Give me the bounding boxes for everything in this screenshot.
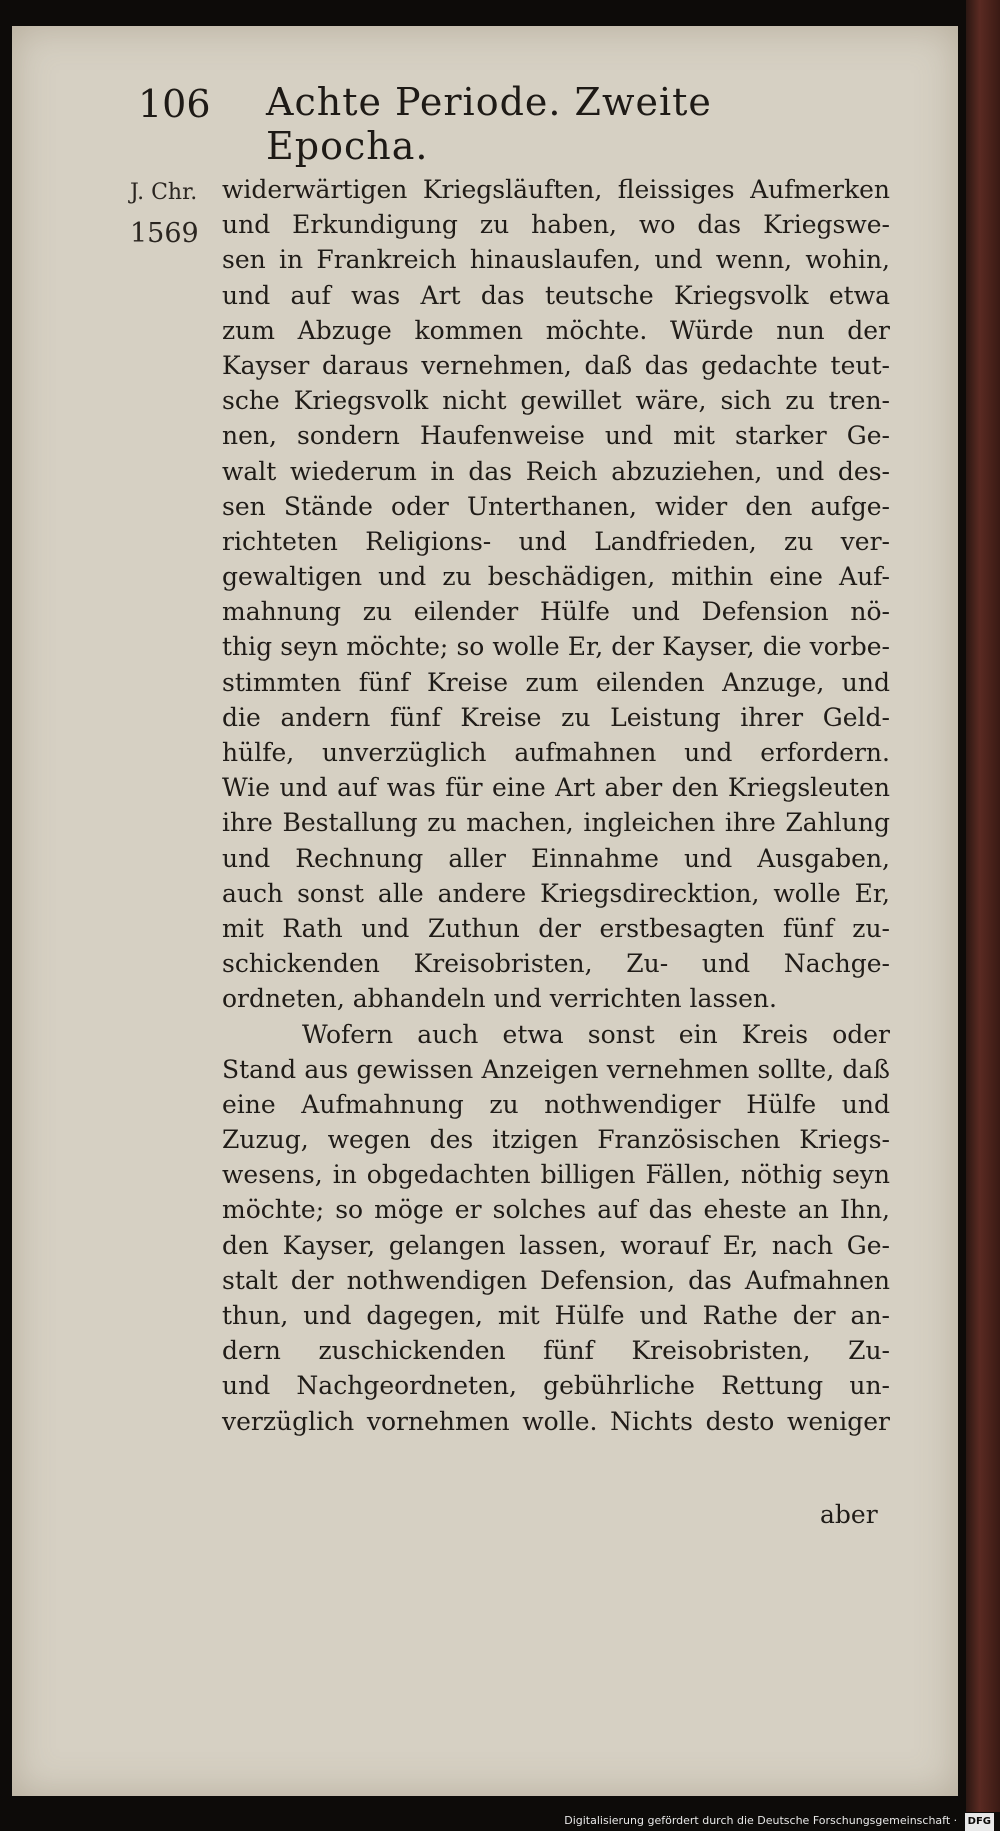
text-line: verzüglich vornehmen wolle. Nichts desto weniger (222, 1406, 890, 1436)
dfg-logo: DFG (965, 1813, 994, 1831)
text-line: die andern fünf Kreise zu Leistung ihrer Geld- (222, 702, 890, 732)
text-line: wesens, in obgedachten billigen Fällen, nöthig seyn (222, 1160, 890, 1190)
text-line: zum Abzuge kommen möchte. Würde nun der (222, 315, 890, 345)
funding-footer (564, 1812, 994, 1830)
text-line: hülfe, unverzüglich aufmahnen und erfordern. (222, 738, 890, 767)
page-header (138, 72, 788, 168)
text-line: mit Rath und Zuthun der erstbesagten fünf zu- (222, 913, 890, 943)
text-line: dern zuschickenden fünf Kreisobristen, Zu- (222, 1336, 890, 1366)
margin-note-era: J. Chr. (130, 180, 198, 205)
funding-text: Digitalisierung gefördert durch die Deutsche Forschungsgemeinschaft · (564, 1814, 958, 1827)
book-spine-edge (966, 0, 1000, 1815)
text-line: ihre Bestallung zu machen, ingleichen ihre Zahlung (222, 808, 890, 838)
text-line: Stand aus gewissen Anzeigen vernehmen sollte, daß (222, 1054, 890, 1084)
text-line: gewaltigen und zu beschädigen, mithin eine Auf- (222, 562, 890, 592)
text-line: stimmten fünf Kreise zum eilenden Anzuge, und (222, 667, 890, 697)
text-line: und Rechnung aller Einnahme und Ausgaben, (222, 843, 890, 873)
text-line: und Nachgeordneten, gebührliche Rettung un- (222, 1371, 890, 1401)
text-line: Kayser daraus vernehmen, daß das gedachte teut- (222, 350, 890, 380)
text-line: auch sonst alle andere Kriegsdirecktion, wolle Er, (222, 878, 890, 908)
text-line: den Kayser, gelangen lassen, worauf Er, nach Ge- (222, 1230, 890, 1260)
text-line: und Erkundigung zu haben, wo das Kriegswe- (222, 210, 890, 240)
body-text (222, 172, 890, 1439)
text-line: widerwärtigen Kriegsläuften, fleissiges Aufmerken (222, 175, 890, 204)
text-line: eine Aufmahnung zu nothwendiger Hülfe und (222, 1089, 890, 1119)
text-line: mahnung zu eilender Hülfe und Defension nö- (222, 597, 890, 627)
text-line: ordneten, abhandeln und verrichten lassen. (222, 984, 777, 1014)
text-line: stalt der nothwendigen Defension, das Aufmahnen (222, 1265, 890, 1295)
text-line: thun, und dagegen, mit Hülfe und Rathe der an- (222, 1301, 890, 1330)
text-line: Zuzug, wegen des itzigen Französischen Kriegs- (222, 1125, 890, 1155)
text-line: Wofern auch etwa sonst ein Kreis oder (302, 1019, 890, 1049)
text-line: möchte; so möge er solches auf das eheste an Ihn, (222, 1195, 890, 1225)
margin-note-year: 1569 (130, 218, 199, 249)
running-title: Achte Periode. Zweite Epocha. (266, 80, 712, 168)
text-line: sche Kriegsvolk nicht gewillet wäre, sich zu tren- (222, 386, 890, 416)
text-line: schickenden Kreisobristen, Zu- und Nachge- (222, 949, 890, 979)
page-number: 106 (138, 82, 211, 126)
text-line: thig seyn möchte; so wolle Er, der Kayser, die vorbe- (222, 632, 890, 662)
text-line: sen in Frankreich hinauslaufen, und wenn, wohin, (222, 245, 890, 275)
text-line: Wie und auf was für eine Art aber den Kriegsleuten (222, 773, 890, 803)
text-line: nen, sondern Haufenweise und mit starker Ge- (222, 421, 890, 451)
text-line: sen Stände oder Unterthanen, wider den aufge- (222, 491, 890, 521)
text-line: walt wiederum in das Reich abzuziehen, und des- (222, 456, 890, 486)
text-line: richteten Religions- und Landfrieden, zu ver- (222, 526, 890, 556)
catchword: aber (820, 1500, 878, 1529)
text-line: und auf was Art das teutsche Kriegsvolk etwa (222, 280, 890, 310)
